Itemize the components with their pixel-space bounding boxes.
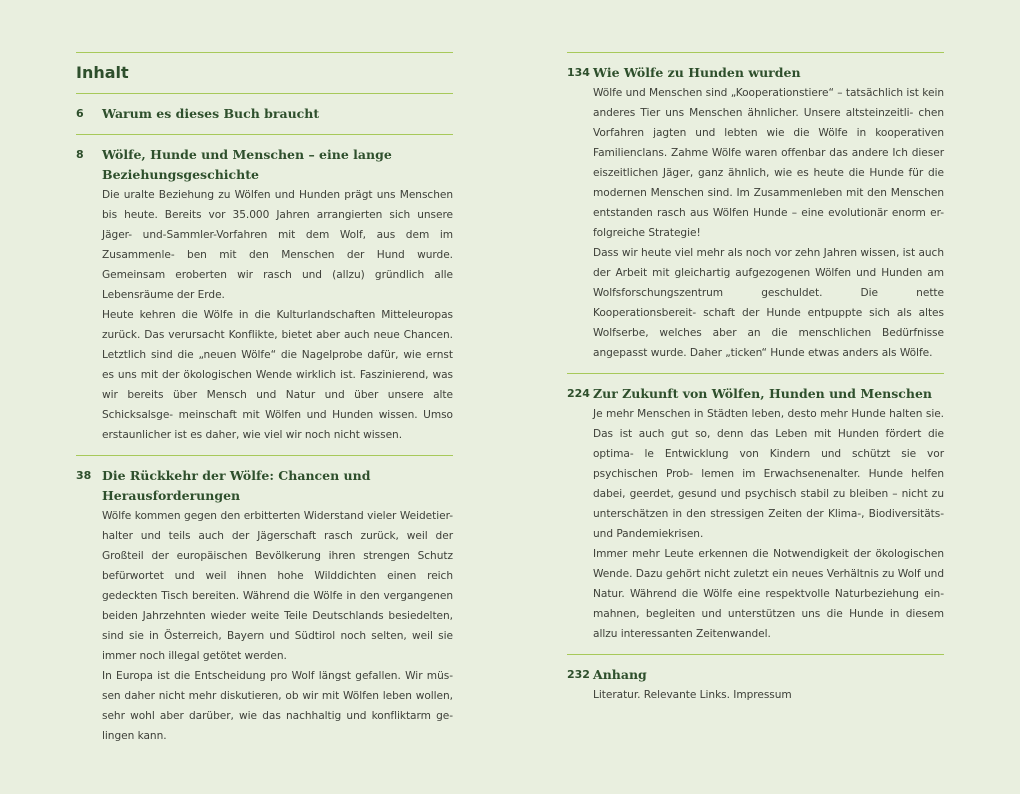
toc-entry-title[interactable]: Warum es dieses Buch braucht [102, 106, 320, 121]
toc-entry-summary: Je mehr Menschen in Städten leben, desto mehr Hunde halten sie. Das ist auch gut so, denn das Leben mit Hunden fördert die optima- le Entwicklung von Kindern und schützt sie vor psychischen Prob- lemen im Erwachsenenalter. Hunde helfen dabei, geerdet, gesund und psychisch stabil zu bleiben – nicht zu unterschätzen in den stressigen Zeiten der Klima-, Biodiversitäts- und Pandemiekrisen. [593, 408, 944, 540]
toc-page-number: 6 [76, 107, 84, 120]
toc-entry[interactable] [567, 374, 944, 654]
toc-page-number: 232 [567, 668, 590, 681]
toc-entry-title[interactable]: Wie Wölfe zu Hunden wurden [593, 65, 801, 80]
toc-entry-summary: Wölfe und Menschen sind „Kooperationstiere“ – tatsächlich ist kein anderes Tier uns Menschen ähnlicher. Unsere altsteinzeitli- chen Vorfahren jagten und lebten wie die Wölfe in kooperativen Familienclans. Zahme Wölfe waren offenbar das andere Ich dieser eiszeitlichen Jäger, ganz ähnlich, wie es heute die Hunde für die modernen Menschen sind. Im Zusammenleben mit den Menschen entstanden rasch aus Wölfen Hunde – eine evolutionär enorm er- folgreiche Strategie! [593, 87, 944, 239]
toc-entry-summary: Heute kehren die Wölfe in die Kulturlandschaften Mitteleuropas zurück. Das verursacht Konflikte, bietet aber auch neue Chancen. Letztlich sind die „neuen Wölfe“ die Nagelprobe dafür, wie ernst es uns mit der ökologischen Wende wirklich ist. Faszinierend, was wir bereits über Mensch und Natur und über unsere alte Schicksalsge- meinschaft mit Wölfen und Hunden wissen. Umso erstaunlicher ist es daher, wie viel wir noch nicht wissen. [102, 309, 453, 441]
toc-entry-summary: Wölfe kommen gegen den erbitterten Widerstand vieler Weidetier- halter und teils auch der Jägerschaft rasch zurück, weil der Großteil der europäischen Bevölkerung ihren strengen Schutz befürwortet und weil ihnen hohe Wilddichten einen reich gedeckten Tisch bereiten. Während die Wölfe in den vergangenen beiden Jahrzehnten wieder weite Teile Deutschlands besiedelten, sind sie in Österreich, Bayern und Südtirol noch selten, weil sie immer noch illegal getötet werden. [102, 510, 453, 662]
toc-entry[interactable] [76, 456, 453, 756]
divider [76, 52, 453, 53]
toc-entry[interactable] [76, 135, 453, 455]
toc-heading: Inhalt [76, 63, 129, 82]
toc-page-number: 38 [76, 469, 92, 482]
toc-page-number: 224 [567, 387, 590, 400]
toc-entry-title[interactable]: Die Rückkehr der Wölfe: Chancen und Herausforderungen [102, 468, 371, 503]
toc-page-number: 134 [567, 66, 590, 79]
toc-entry[interactable] [567, 53, 944, 373]
toc-entry-summary: Immer mehr Leute erkennen die Notwendigkeit der ökologischen Wende. Dazu gehört nicht zuletzt ein neues Verhältnis zu Wolf und Natur. Während die Wölfe eine respektvolle Naturbeziehung ein- mahnen, begleiten und unterstützen uns die Hunde in diesem allzu interessanten Zeitenwandel. [593, 548, 944, 640]
toc-entry-summary: Die uralte Beziehung zu Wölfen und Hunden prägt uns Menschen bis heute. Bereits vor 35.000 Jahren arrangierten sich unsere Jäger- und-Sammler-Vorfahren mit dem Wolf, aus dem im Zusammenle- ben mit den Menschen der Hund wurde. Gemeinsam eroberten wir rasch und (allzu) gründlich alle Lebensräume der Erde. [102, 189, 453, 301]
toc-entry-title[interactable]: Wölfe, Hunde und Menschen – eine lange Beziehungsgeschichte [102, 147, 392, 182]
toc-entry[interactable] [567, 655, 944, 715]
toc-entry-summary: In Europa ist die Entscheidung pro Wolf längst gefallen. Wir müs- sen daher nicht mehr diskutieren, ob wir mit Wölfen leben wollen, sehr wohl aber darüber, wie das nachhaltig und konfliktarm ge- lingen kann. [102, 670, 453, 742]
toc-entry[interactable] [76, 94, 453, 134]
toc-right-page [567, 52, 944, 715]
toc-entry-summary: Dass wir heute viel mehr als noch vor zehn Jahren wissen, ist auch der Arbeit mit gleichartig aufgezogenen Wölfen und Hunden am Wolfsforschungszentrum geschuldet. Die nette Kooperationsbereit- schaft der Hunde entpuppte sich als altes Wolfserbe, welches aber an die menschlichen Bedürfnisse angepasst wurde. Daher „ticken“ Hunde etwas anders als Wölfe. [593, 247, 944, 359]
toc-left-page [76, 52, 453, 756]
toc-entry-title[interactable]: Zur Zukunft von Wölfen, Hunden und Menschen [593, 386, 933, 401]
toc-entry-title[interactable]: Anhang [593, 667, 647, 682]
toc-entry-summary: Literatur. Relevante Links. Impressum [593, 689, 792, 701]
toc-page-number: 8 [76, 148, 84, 161]
